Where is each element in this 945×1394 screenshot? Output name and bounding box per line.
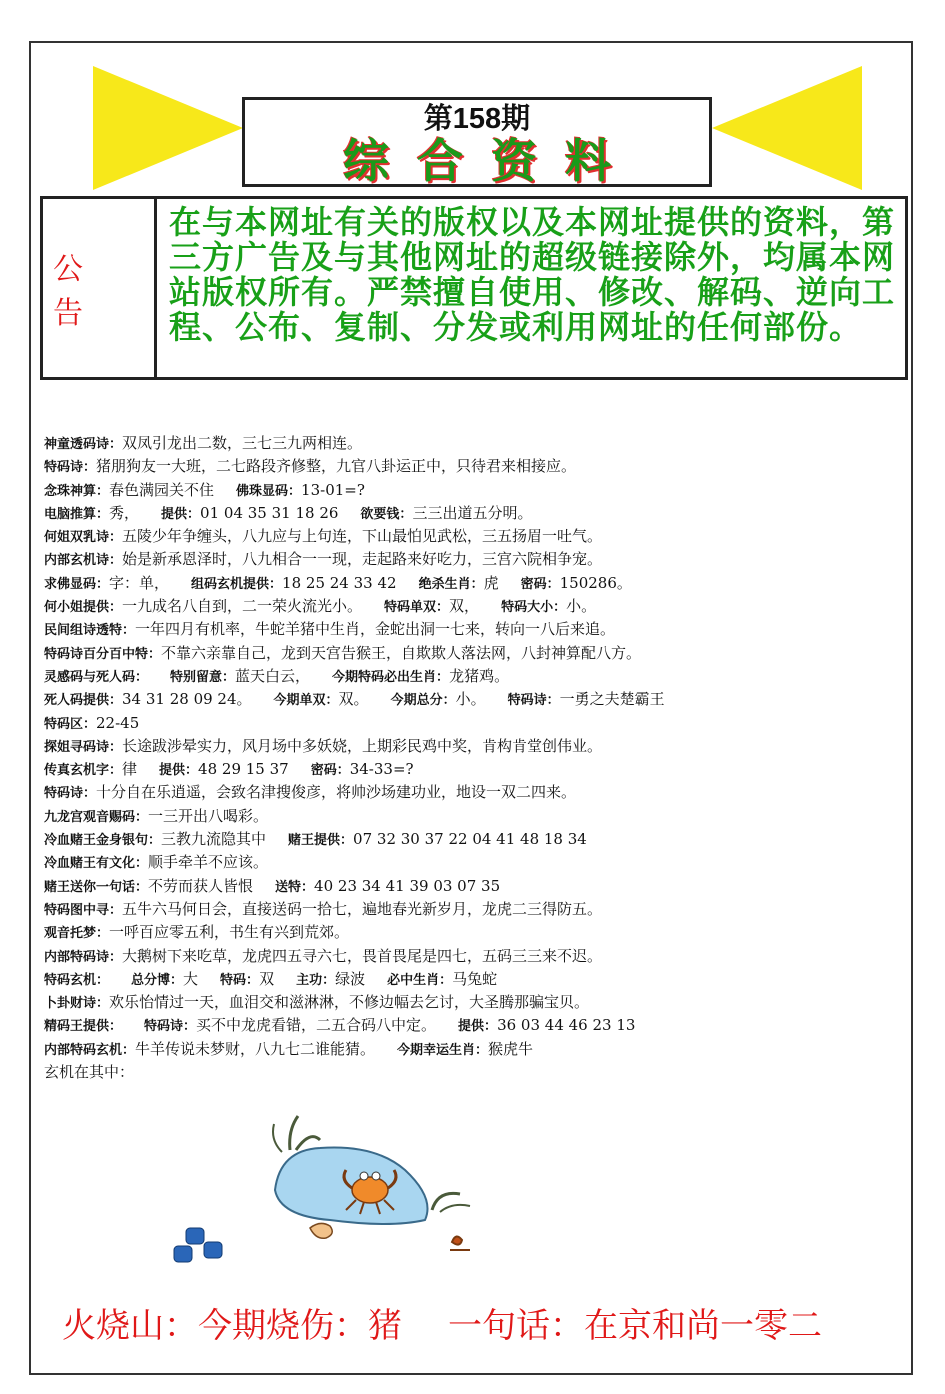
info-line [44,945,904,968]
line-label: 内部玄机诗： [44,553,123,569]
info-line [44,991,904,1014]
info-line [44,479,904,502]
line-text: 长途跋涉晕实力，风月场中多妖娆，上期彩民鸡中奖，肯构肯堂创伟业。 [122,736,603,755]
info-line [44,1038,904,1061]
line-label: 组码玄机提供： [191,576,283,592]
line-text: 一年四月有机率，牛蛇羊猪中生肖，金蛇出洞一七来，转向一八后来追。 [135,620,616,639]
line-text: 36 03 44 46 23 13 [497,1016,636,1035]
line-text: 龙猪鸡。 [449,666,510,685]
info-line [44,898,904,921]
line-label: 绝杀生肖： [418,576,484,592]
line-label: 赌王送你一句话： [44,879,149,895]
line-text: 不靠六亲靠自己，龙到天宫告猴王，自欺欺人落法网，八封神算配八方。 [161,643,642,662]
line-label: 特码图中寻： [44,902,123,918]
line-text: 双。 [338,690,369,709]
notice-label: 公告 [43,199,157,377]
line-label: 观音托梦： [44,926,110,942]
line-label: 今期幸运生肖： [397,1042,489,1058]
line-label: 特码诗百分百中特： [44,646,162,662]
line-label: 传真玄机字： [44,763,123,779]
line-label: 特码诗： [507,693,560,709]
line-label: 欲要钱： [360,506,413,522]
line-text: 十分自在乐逍遥，会致名津搜俊彦，将帅沙场建功业，地设一双二四来。 [96,783,577,802]
info-line [44,1014,904,1037]
line-label: 特码诗： [144,1019,197,1035]
footer-left-value: 猪 [368,1306,402,1346]
line-text: 小。 [566,597,597,616]
line-text: 一呼百应零五利，书生有兴到荒郊。 [109,923,350,942]
line-text: 买不中龙虎看错，二五合码八中定。 [196,1016,437,1035]
info-line [44,921,904,944]
info-line [44,432,904,455]
notice-text: 在与本网址有关的版权以及本网址提供的资料，第三方广告及与其他网址的超级链接除外，均属本网站版权所有。严禁擅自使用、修改、解码、逆向工程、公布、复制、分发或利用网址的任何部份。 [169,203,896,346]
line-label: 特码诗： [44,786,97,802]
info-line [44,572,904,595]
line-text: 13-01=? [301,480,365,499]
info-line [44,735,904,758]
crab-rock-illustration [170,1110,500,1270]
line-label: 赌王提供： [288,833,354,849]
line-label: 求佛显码： [44,576,110,592]
info-line [44,455,904,478]
info-line [44,688,904,711]
line-label: 冷血赌王金身银句： [44,833,162,849]
line-text: 150286。 [559,573,632,592]
line-text: 07 32 30 37 22 04 41 48 18 34 [353,830,587,849]
line-label: 佛珠显码： [236,483,302,499]
line-label: 特码大小： [501,600,567,616]
title-box [242,97,712,187]
line-text: 马兔蛇 [452,969,498,988]
line-text: 不劳而获人皆恨 [148,876,254,895]
line-text: 春色满园关不住 [109,480,215,499]
line-text: 34 31 28 09 24。 [122,690,252,709]
right-ribbon [712,66,862,190]
footer-right-label: 一句话： [448,1306,584,1346]
line-text: 牛羊传说未梦财，八九七二谁能猜。 [135,1039,376,1058]
info-lines [44,432,904,1084]
line-text: 双， [449,597,480,616]
line-label: 死人码提供： [44,693,123,709]
line-text: 三三出道五分明。 [412,503,533,522]
line-label: 特码玄机： [44,972,110,988]
blue-stones-icon [174,1228,222,1262]
line-text: 40 23 34 41 39 03 07 35 [314,876,501,895]
line-text: 欢乐怡情过一天，血泪交和滋淋淋，不修边幅去乞讨，大圣腾那骗宝贝。 [109,993,590,1012]
line-text: 大 [183,969,199,988]
footer-right-value: 在京和尚一零二 [584,1306,822,1346]
line-label: 今期特码必出生肖： [332,669,450,685]
line-text: 18 25 24 33 42 [282,573,397,592]
info-line [44,548,904,571]
line-label: 密码： [520,576,560,592]
info-line [44,851,904,874]
info-line [44,618,904,641]
plant-left-icon [273,1116,320,1152]
info-line [44,595,904,618]
line-label: 特码： [220,972,260,988]
line-label: 必中生肖： [387,972,453,988]
info-line [44,758,904,781]
line-text: 蓝天白云， [235,666,311,685]
small-crab-icon [450,1236,470,1250]
line-label: 总分博： [131,972,184,988]
line-label: 提供： [159,763,199,779]
plant-right-icon [432,1193,470,1212]
line-text: 猴虎牛 [488,1039,534,1058]
line-label: 特别留意： [170,669,236,685]
line-text: 玄机在其中： [44,1063,135,1082]
line-label: 灵感码与死人码： [44,669,149,685]
line-text: 五牛六马何日会，直接送码一拾七，遍地春光新岁月，龙虎二三得防五。 [122,899,603,918]
line-label: 卜卦财诗： [44,996,110,1012]
line-text: 22-45 [96,713,140,732]
footer-line [62,1298,892,1347]
line-label: 密码： [310,763,350,779]
line-text: 猪朋狗友一大班，二七路段齐修整，九官八卦运正中，只待君来相接应。 [96,457,577,476]
info-line [44,525,904,548]
left-ribbon [93,66,243,190]
info-line [44,875,904,898]
info-line [44,968,904,991]
line-label: 主功： [296,972,336,988]
footer-left-mid: 今期烧伤： [198,1306,368,1346]
line-label: 冷血赌王有文化： [44,856,149,872]
snail-icon [310,1223,332,1238]
info-line [44,712,904,735]
line-label: 内部特码玄机： [44,1042,136,1058]
line-text: 虎 [483,573,499,592]
line-label: 送特： [275,879,315,895]
line-text: 始是新承恩泽时，八九相合一一现，走起路来好吃力，三宫六院相争宠。 [122,550,603,569]
line-label: 今期单双： [273,693,339,709]
line-label: 特码单双： [384,600,450,616]
info-line [44,828,904,851]
line-text: 大鹅树下来吃草，龙虎四五寻六七，畏首畏尾是四七，五码三三来不迟。 [122,946,603,965]
line-label: 神童透码诗： [44,437,123,452]
info-line [44,1061,904,1084]
line-label: 特码区： [44,716,97,732]
line-text: 三教九流隐其中 [161,830,267,849]
line-label: 精码王提供： [44,1019,123,1035]
line-text: 绿波 [335,969,366,988]
line-text: 一勇之夫楚霸王 [559,690,665,709]
line-text: 01 04 35 31 18 26 [200,503,339,522]
line-label: 电脑推算： [44,506,110,522]
line-text: 48 29 15 37 [198,760,289,779]
issue-number: 第158期 [423,103,531,135]
info-line [44,805,904,828]
line-text: 顺手牵羊不应该。 [148,853,269,872]
line-text: 字：单， [109,573,170,592]
footer-left-label: 火烧山： [62,1306,198,1346]
line-text: 秀， [109,503,140,522]
line-label: 民间组诗透特： [44,623,136,639]
line-label: 特码诗： [44,460,97,476]
line-label: 九龙宫观音赐码： [44,809,149,825]
line-label: 念珠神算： [44,483,110,499]
line-label: 提供： [458,1019,498,1035]
line-label: 何小姐提供： [44,600,123,616]
info-line [44,502,904,525]
info-line [44,642,904,665]
line-label: 提供： [161,506,201,522]
line-text: 五陵少年争缠头，八九应与上句连，下山最怕见武松，三五扬眉一吐气。 [122,527,603,546]
line-text: 小。 [455,690,486,709]
line-text: 一九成名八自到，二一荣火流光小。 [122,597,363,616]
line-text: 双 [259,969,275,988]
line-text: 律 [122,760,138,779]
line-text: 一三开出八喝彩。 [148,806,269,825]
line-label: 何姐双乳诗： [44,530,123,546]
page-title: 综合资料 [343,134,639,188]
info-line [44,665,904,688]
line-text: 34-33=? [349,760,414,779]
line-text: 双凤引龙出二数，三七三九两相连。 [122,434,363,452]
info-line [44,781,904,804]
notice-box [40,196,908,380]
line-label: 今期总分： [390,693,456,709]
line-label: 探姐寻码诗： [44,739,123,755]
line-label: 内部特码诗： [44,949,123,965]
